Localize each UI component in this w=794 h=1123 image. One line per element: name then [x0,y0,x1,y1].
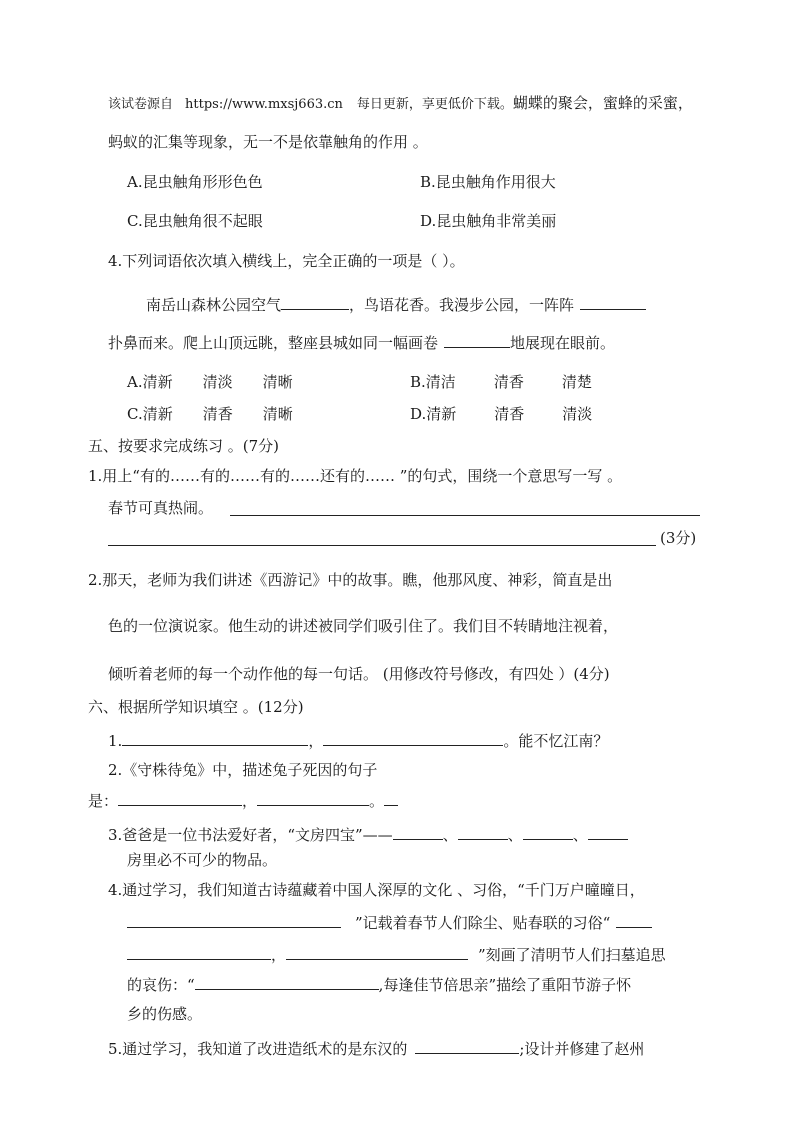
s6-q1-blank-2[interactable] [323,730,503,746]
s6-q4-blank-1[interactable] [127,912,341,928]
q4-blank-3[interactable] [444,332,510,348]
s5-q2-line3: 倾听着老师的每一个动作他的每一句话。 (用修改符号修改，有四处 ）(4分) [108,665,610,683]
s5-q1-line2: 春节可真热闹。 [108,499,214,517]
s6-q4-line2: ”记载着春节人们除尘、贴春联的习俗“ [127,912,652,933]
s6-q4-line3: ， ”刻画了清明节人们扫墓追思 [127,944,666,965]
s6-q3-blank-3[interactable] [523,824,573,840]
s6-q4-line5: 乡的伤感。 [127,1005,203,1023]
s6-q5-line1: 5.通过学习，我知道了改进造纸术的是东汉的 ;设计并修建了赵州 [108,1040,645,1058]
s6-q2-line2: 是： ， 。 [88,790,398,811]
s6-q3-line1: 3.爸爸是一位书法爱好者，“文房四宝”—— 、 、 、 [108,824,628,845]
source-prefix: 该试卷源自 [108,97,174,112]
q4-option-d: D.清新 清香 清淡 [410,405,593,423]
q3-option-c: C.昆虫触角很不起眼 [127,212,263,230]
s5-q1-answer-line-1[interactable] [230,515,700,516]
q4-blank-1[interactable] [281,294,349,310]
s5-q2-line1: 2.那天，老师为我们讲述《西游记》中的故事。瞧，他那风度、神彩，简直是出 [88,571,613,589]
s6-q3-blank-2[interactable] [458,824,508,840]
s6-q5-blank-1[interactable] [415,1038,519,1054]
q4-passage-1a: 南岳山森林公园空气 [146,296,282,314]
s6-q3-blank-4[interactable] [588,824,628,840]
passage-line-2 [108,132,428,152]
section-6-title: 六、根据所学知识填空 。(12分) [88,698,304,716]
q3-option-d: D.昆虫触角非常美丽 [420,212,557,230]
q4-blank-2[interactable] [580,294,646,310]
s6-q4-blank-3[interactable] [127,944,271,960]
header-line [108,93,693,115]
s6-q2-blank-1[interactable] [118,790,242,806]
s6-q4-blank-2[interactable] [616,912,652,928]
q4-option-b: B.清洁 清香 清楚 [410,373,592,391]
q3-option-a: A.昆虫触角形形色色 [127,173,263,191]
s6-q4-line4: 的哀伤：“ ,每逢佳节倍思亲”描绘了重阳节游子怀 [127,976,632,994]
s6-q2-blank-3[interactable] [384,790,398,806]
q4-passage-2b: 地展现在眼前。 [510,334,616,352]
source-url: https://www.mxsj663.cn [185,97,343,112]
s5-q1-answer-line-2[interactable] [108,545,656,546]
passage-text: 蚂蚁的汇集等现象，无一不是依靠触角的作用 。 [108,133,428,151]
s5-q1-line1: 1.用上“有的……有的……有的……还有的…… ”的句式，围绕一个意思写一写 。 [88,467,623,485]
s6-q4-line1: 4.通过学习，我们知道古诗蕴藏着中国人深厚的文化 、习俗，“千门万户曈曈日， [108,881,645,899]
q3-option-b: B.昆虫触角作用很大 [420,173,556,191]
q4-passage-line-2 [108,332,615,353]
q4-option-a: A.清新 清淡 清晰 [127,373,293,391]
s6-q4-blank-5[interactable] [195,974,379,990]
source-slogan: 每日更新，享更低价下载。 [356,97,513,112]
q4-passage-1b: ，鸟语花香。我漫步公园，一阵阵 [349,296,575,314]
s6-q3-line2: 房里必不可少的物品。 [127,851,278,869]
s6-q4-blank-4[interactable] [286,944,468,960]
s6-q1-blank-1[interactable] [122,730,308,746]
q4-stem: 4.下列词语依次填入横线上，完全正确的一项是（ ）。 [108,252,465,270]
q4-passage-line-1 [146,294,646,315]
s6-q3-blank-1[interactable] [393,824,443,840]
s5-q1-score: (3分) [660,529,697,547]
section-5-title: 五、按要求完成练习 。(7分) [88,437,280,455]
s6-q1: 1. ， 。能不忆江南？ [108,732,609,750]
s6-q2-line1: 2.《守株待兔》中，描述兔子死因的句子 [108,761,378,779]
q4-passage-2a: 扑鼻而来。爬上山顶远眺，整座县城如同一幅画卷 [108,334,439,352]
passage-continuation: 蝴蝶的聚会，蜜蜂的采蜜， [512,94,693,112]
s5-q2-line2: 色的一位演说家。他生动的讲述被同学们吸引住了。我们目不转睛地注视着， [108,617,619,635]
s6-q2-blank-2[interactable] [257,790,369,806]
q4-option-c: C.清新 清香 清晰 [127,405,293,423]
